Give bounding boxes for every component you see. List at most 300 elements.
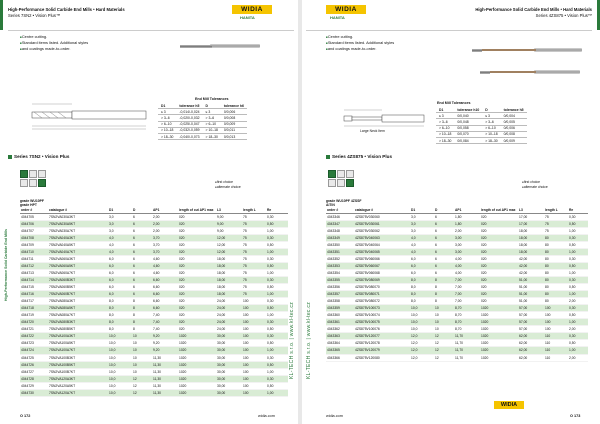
left-header-subtitle: Series 7SN2 • Vision Plus™ [8, 13, 61, 18]
table-cell: 6 [132, 213, 152, 220]
table-cell: 62,00 [518, 354, 544, 361]
table-cell: 4ZS875V100076 [354, 326, 410, 333]
column-header: length L [544, 208, 568, 213]
table-cell: 10 [434, 319, 454, 326]
table-cell: 10 [434, 305, 454, 312]
table-row [326, 213, 588, 220]
table-row [20, 227, 288, 234]
table-cell: 51,00 [518, 298, 544, 305]
table-cell: 18,00 [518, 241, 544, 248]
right-page [302, 0, 600, 424]
table-cell: 75 [242, 284, 266, 291]
table-cell: 62,00 [518, 340, 544, 347]
table-cell: 7SN2VA080B5KT [48, 326, 108, 333]
table-cell: 1020 [480, 312, 518, 319]
table-cell: 80 [544, 277, 568, 284]
hanita-label: HANITA [330, 15, 345, 20]
hardened-icon [346, 179, 354, 187]
column-header: AP1 [454, 208, 480, 213]
tolerance-row [436, 137, 527, 143]
table-cell: 75 [242, 291, 266, 298]
table-row [326, 220, 588, 227]
column-header: D [132, 208, 152, 213]
end-mill-drawing [30, 98, 150, 132]
table-cell: 100 [242, 312, 266, 319]
table-cell: 3,0 [410, 220, 434, 227]
table-cell: 4ZS875V100074 [354, 312, 410, 319]
end-mill-photo [180, 44, 260, 50]
table-cell: 4ZS875V040065 [354, 248, 410, 255]
table-cell: 8 [132, 326, 152, 333]
table-cell: 30,00 [216, 340, 242, 347]
table-row [20, 213, 288, 220]
table-cell: 1,00 [568, 248, 588, 255]
table-cell: 4043346 [326, 213, 354, 220]
right-table-body [326, 213, 588, 361]
tolerance-cell: 0/0,005 [501, 119, 527, 125]
table-cell: 020 [480, 284, 518, 291]
feature-item: ■ Standard items listed. Additional styles [326, 40, 394, 46]
table-cell: 3,0 [410, 213, 434, 220]
table-cell: 1,00 [266, 312, 288, 319]
table-cell: 2,00 [568, 326, 588, 333]
table-cell: 110 [544, 347, 568, 354]
table-cell: 6 [132, 269, 152, 276]
table-cell: 8 [132, 298, 152, 305]
table-row [20, 234, 288, 241]
right-tol-body [436, 113, 527, 144]
table-cell: 8 [434, 277, 454, 284]
table-cell: 80 [544, 284, 568, 291]
left-page-number: O 172 [20, 414, 31, 418]
table-cell: 100 [242, 319, 266, 326]
table-cell: 10,0 [410, 319, 434, 326]
left-series-title: Series 7SN2 • Vision Plus [8, 154, 69, 159]
table-cell: 0,30 [266, 354, 288, 361]
table-cell: 4044719 [20, 312, 48, 319]
table-cell: 0,50 [266, 340, 288, 347]
table-cell: 110 [544, 333, 568, 340]
table-cell: 4044730 [20, 389, 48, 396]
table-row [20, 389, 288, 396]
table-cell: 42,00 [518, 255, 544, 262]
table-cell: 3,00 [454, 248, 480, 255]
tolerance-cell: 0/0,008 [501, 131, 527, 137]
table-cell: 9,00 [216, 213, 242, 220]
table-cell: 6 [434, 220, 454, 227]
feature-item: ■ Centre cutting. [20, 34, 88, 40]
table-cell: 7SN2VA030A5KT [48, 220, 108, 227]
table-cell: 1,00 [266, 227, 288, 234]
column-header: D1 [108, 208, 132, 213]
right-page-header [475, 7, 592, 19]
tolerance-cell: -0,032/-0,059 [176, 127, 202, 133]
table-cell: 4ZS875V080070 [354, 284, 410, 291]
column-header: order # [20, 208, 48, 213]
table-cell: 0,30 [266, 255, 288, 262]
superalloy-icon [337, 179, 345, 187]
left-page [0, 0, 298, 424]
table-cell: 0,30 [568, 234, 588, 241]
table-cell: 6,0 [108, 255, 132, 262]
table-cell: 6 [434, 255, 454, 262]
tolerance-cell: > 6–10 [436, 125, 454, 131]
tol-header: tolerance h10 [454, 107, 482, 113]
table-cell: 11,70 [454, 333, 480, 340]
table-cell: 57,00 [518, 312, 544, 319]
tolerance-title: End Mill Tolerances [195, 97, 229, 101]
table-cell: 7,40 [152, 326, 178, 333]
table-cell: 7SN2VA100A5KT [48, 340, 108, 347]
table-cell: 0,50 [266, 361, 288, 368]
table-cell: 6,0 [108, 277, 132, 284]
steel-icon [328, 170, 336, 178]
table-cell: 4ZS875V120077 [354, 333, 410, 340]
table-cell: 11,70 [454, 354, 480, 361]
table-cell: 6,60 [152, 298, 178, 305]
table-cell: 4044729 [20, 382, 48, 389]
table-cell: 020 [178, 241, 216, 248]
tolerance-cell: > 10–18 [482, 131, 500, 137]
table-cell: 020 [178, 305, 216, 312]
table-cell: 80 [544, 234, 568, 241]
legend-item: ● alternate choice [215, 185, 241, 190]
table-cell: 4043364 [326, 340, 354, 347]
grade-name: grade WU10PF 4ZSSF [326, 199, 362, 203]
tolerance-cell: 0/0,006 [501, 125, 527, 131]
table-cell: 9,20 [152, 347, 178, 354]
table-cell: 7SN2VA100A7KT [48, 347, 108, 354]
table-cell: 4ZS875V030062 [354, 227, 410, 234]
table-cell: 7SN2VA030A3KT [48, 213, 108, 220]
table-cell: 020 [178, 284, 216, 291]
table-cell: 6 [434, 248, 454, 255]
table-cell: 11,70 [454, 347, 480, 354]
table-cell: 8 [434, 298, 454, 305]
table-cell: 10,0 [108, 333, 132, 340]
table-cell: 6 [132, 220, 152, 227]
table-row [326, 354, 588, 361]
table-cell: 4,00 [454, 269, 480, 276]
tolerance-cell: > 3–6 [482, 119, 500, 125]
table-cell: 100 [242, 333, 266, 340]
table-cell: 80 [544, 241, 568, 248]
nonferrous-icon [328, 179, 336, 187]
table-cell: 4ZS875V120080 [354, 354, 410, 361]
left-legend [215, 180, 241, 190]
table-cell: 4043353 [326, 262, 354, 269]
table-cell: 4043351 [326, 248, 354, 255]
table-cell: 020 [178, 255, 216, 262]
table-cell: 10,0 [108, 340, 132, 347]
table-cell: 1020 [178, 389, 216, 396]
table-cell: 2,00 [152, 213, 178, 220]
table-cell: 10,0 [108, 361, 132, 368]
tolerance-cell: 0/0,006 [221, 109, 247, 115]
table-cell: 1,00 [266, 368, 288, 375]
table-row [20, 361, 288, 368]
table-cell: 24,00 [216, 305, 242, 312]
table-cell: 24,00 [216, 326, 242, 333]
table-row [326, 227, 588, 234]
table-cell: 020 [480, 220, 518, 227]
table-cell: 020 [178, 234, 216, 241]
table-cell: 6 [434, 234, 454, 241]
table-cell: 4,00 [454, 255, 480, 262]
table-cell: 30,00 [216, 361, 242, 368]
table-cell: 3,00 [454, 241, 480, 248]
table-row [20, 354, 288, 361]
table-cell: 10 [132, 361, 152, 368]
table-cell: 6,60 [152, 277, 178, 284]
table-cell: 100 [242, 382, 266, 389]
table-cell: 10 [132, 347, 152, 354]
table-cell: 0,30 [568, 333, 588, 340]
table-row [326, 234, 588, 241]
table-cell: 7SN2VA040A5KT [48, 241, 108, 248]
table-cell: 10 [434, 326, 454, 333]
table-cell: 4,60 [152, 262, 178, 269]
column-header: length L [242, 208, 266, 213]
header-divider [306, 30, 592, 31]
drawing-label: Large Neck Item [360, 129, 385, 133]
table-cell: 7SN2VA030A7KT [48, 227, 108, 234]
table-cell: 0,30 [266, 277, 288, 284]
table-cell: 7SN2VA120A3KT [48, 375, 108, 382]
table-cell: 6 [132, 234, 152, 241]
right-feature-list [326, 34, 394, 52]
table-cell: 100 [242, 389, 266, 396]
table-cell: 51,00 [518, 291, 544, 298]
table-row [20, 368, 288, 375]
table-cell: 100 [242, 368, 266, 375]
table-cell: 12 [434, 354, 454, 361]
table-cell: 75 [242, 227, 266, 234]
table-cell: 75 [242, 213, 266, 220]
footer-widia-logo: WIDIA [494, 401, 524, 409]
table-cell: 12,0 [410, 347, 434, 354]
column-header: Re [568, 208, 588, 213]
table-cell: 11,70 [454, 340, 480, 347]
left-header-title: High-Performance Solid Carbide End Mills • Hard Materials [8, 7, 125, 12]
table-cell: 0,50 [568, 284, 588, 291]
table-cell: 4ZS875V100075 [354, 319, 410, 326]
table-cell: 020 [178, 291, 216, 298]
right-header-subtitle: Series 4ZS875 • Vision Plus™ [535, 13, 592, 18]
table-cell: 4043366 [326, 354, 354, 361]
table-cell: 6,0 [108, 291, 132, 298]
table-cell: 11,30 [152, 375, 178, 382]
right-footer-site: widia.com [326, 414, 343, 418]
table-cell: 7SN2VA080A5KT [48, 305, 108, 312]
left-page-header [8, 7, 125, 19]
table-cell: 4,0 [108, 248, 132, 255]
table-cell: 100 [242, 361, 266, 368]
hardened-icon [38, 179, 46, 187]
tol-header: D [203, 103, 221, 109]
table-cell: 7SN2VA080A7KT [48, 312, 108, 319]
table-cell: 75 [242, 277, 266, 284]
table-cell: 1020 [178, 340, 216, 347]
table-row [326, 333, 588, 340]
table-cell: 0,50 [568, 241, 588, 248]
grade-label [326, 199, 361, 207]
table-cell: 4043365 [326, 347, 354, 354]
table-cell: 020 [480, 277, 518, 284]
table-cell: 8,0 [108, 319, 132, 326]
table-cell: 100 [242, 340, 266, 347]
table-row [20, 262, 288, 269]
table-cell: 51,00 [518, 284, 544, 291]
table-cell: 4ZS875V030060 [354, 213, 410, 220]
table-cell: 18,00 [216, 255, 242, 262]
table-cell: 18,00 [216, 277, 242, 284]
table-cell: 6 [434, 241, 454, 248]
table-cell: 1,80 [454, 213, 480, 220]
table-cell: 75 [242, 262, 266, 269]
table-cell: 2,00 [454, 227, 480, 234]
table-cell: 18,00 [518, 248, 544, 255]
table-cell: 75 [242, 241, 266, 248]
table-row [326, 312, 588, 319]
table-cell: 4043350 [326, 241, 354, 248]
table-cell: 6,60 [152, 291, 178, 298]
table-row [326, 305, 588, 312]
table-cell: 4043363 [326, 333, 354, 340]
table-cell: 7SN2VA060B7KT [48, 291, 108, 298]
column-header: catalogue # [354, 208, 410, 213]
table-row [20, 248, 288, 255]
table-cell: 020 [178, 319, 216, 326]
table-cell: 8,0 [410, 277, 434, 284]
table-cell: 4044720 [20, 319, 48, 326]
table-row [326, 319, 588, 326]
legend-item: ● first choice [522, 180, 548, 185]
table-cell: 4,0 [410, 241, 434, 248]
table-cell: 8,70 [454, 319, 480, 326]
tolerance-cell: -0,025/-0,047 [176, 121, 202, 127]
table-cell: 10 [434, 312, 454, 319]
header-divider [8, 30, 294, 31]
table-cell: 4,0 [108, 234, 132, 241]
table-cell: 6 [434, 269, 454, 276]
table-cell: 42,00 [518, 269, 544, 276]
table-cell: 1020 [178, 333, 216, 340]
table-cell: 8,0 [108, 305, 132, 312]
table-cell: 0,50 [568, 340, 588, 347]
table-cell: 12 [132, 382, 152, 389]
table-cell: 6,0 [410, 255, 434, 262]
table-cell: 4044726 [20, 361, 48, 368]
tolerance-cell: > 10–18 [436, 131, 454, 137]
grade-name: grade WU10PF [20, 199, 44, 203]
tolerance-cell: > 10–18 [203, 127, 221, 133]
table-row [20, 340, 288, 347]
table-cell: 020 [480, 298, 518, 305]
tol-header: D1 [436, 107, 454, 113]
table-cell: 6,60 [152, 284, 178, 291]
table-cell: 4,60 [152, 269, 178, 276]
table-cell: 10,0 [410, 312, 434, 319]
table-cell: 6,0 [410, 262, 434, 269]
table-cell: 110 [544, 354, 568, 361]
tolerance-cell: > 6–10 [482, 125, 500, 131]
left-side-tab [1, 190, 11, 340]
table-cell: 4043357 [326, 291, 354, 298]
tolerance-cell: 0/0,009 [501, 137, 527, 143]
table-cell: 9,20 [152, 333, 178, 340]
application-icons [20, 170, 46, 187]
table-cell: 2,00 [568, 298, 588, 305]
table-cell: 42,00 [518, 262, 544, 269]
table-cell: 57,00 [518, 305, 544, 312]
table-cell: 7SN2VA060A7KT [48, 269, 108, 276]
table-cell: 7SN2VA060A3KT [48, 255, 108, 262]
table-cell: 6 [434, 213, 454, 220]
table-cell: 100 [242, 375, 266, 382]
table-cell: 0,30 [266, 213, 288, 220]
table-cell: 10,0 [108, 347, 132, 354]
tolerance-cell: > 18–30 [436, 137, 454, 143]
table-cell: 4,0 [410, 234, 434, 241]
table-cell: 10 [132, 368, 152, 375]
legend-item: ● first choice [215, 180, 241, 185]
table-cell: 020 [480, 248, 518, 255]
cast-iron-icon [38, 170, 46, 178]
tolerance-cell: 0/0,070 [454, 131, 482, 137]
grade-label [20, 199, 44, 207]
table-cell: 4044716 [20, 291, 48, 298]
cast-iron-icon [346, 170, 354, 178]
table-cell: 0,30 [568, 213, 588, 220]
table-cell: 11,30 [152, 368, 178, 375]
table-cell: 8,0 [108, 312, 132, 319]
table-cell: 6,0 [108, 262, 132, 269]
table-cell: 1020 [480, 347, 518, 354]
table-cell: 75 [242, 255, 266, 262]
table-row [20, 298, 288, 305]
table-cell: 7,00 [454, 298, 480, 305]
table-cell: 4043360 [326, 312, 354, 319]
table-cell: 62,00 [518, 347, 544, 354]
table-cell: 8,0 [410, 298, 434, 305]
column-header: Re [266, 208, 288, 213]
table-cell: 7SN2VA060A5KT [48, 262, 108, 269]
tolerance-row [158, 133, 247, 139]
table-cell: 4ZS875V040064 [354, 241, 410, 248]
side-url-label: KL-TECH s.r.o. | www.kl-tec.cz [306, 301, 312, 379]
tolerance-cell: 0/0,008 [221, 115, 247, 121]
table-cell: 0,30 [266, 333, 288, 340]
table-cell: 1,00 [568, 227, 588, 234]
table-cell: 18,00 [216, 262, 242, 269]
table-cell: 8 [132, 319, 152, 326]
left-side-url [287, 285, 297, 395]
legend-item: ● alternate choice [522, 185, 548, 190]
tol-header: tolerance h5 [176, 103, 202, 109]
tol-header: tolerance h6 [221, 103, 247, 109]
left-table-body [20, 213, 288, 396]
table-cell: 10 [132, 340, 152, 347]
feature-item: ■ Centre cutting. [326, 34, 394, 40]
right-legend [522, 180, 548, 190]
table-cell: 1020 [178, 375, 216, 382]
right-side-url [304, 285, 314, 395]
table-cell: 9,20 [152, 340, 178, 347]
table-cell: 4044715 [20, 284, 48, 291]
table-row [20, 312, 288, 319]
table-cell: 8,0 [108, 298, 132, 305]
